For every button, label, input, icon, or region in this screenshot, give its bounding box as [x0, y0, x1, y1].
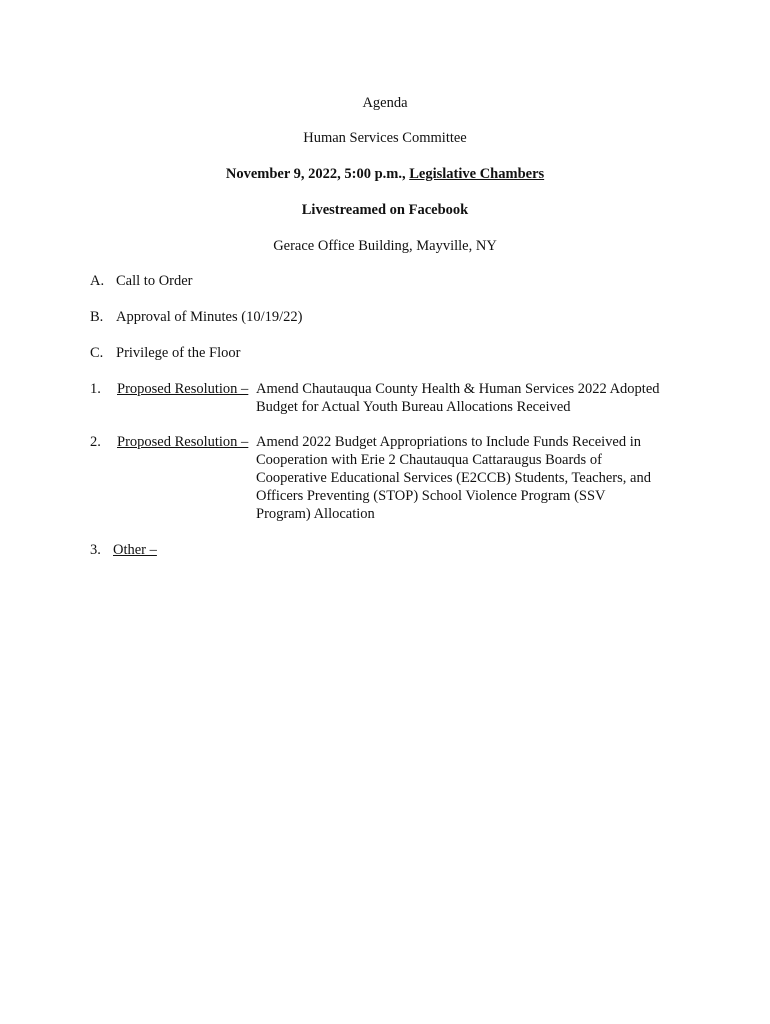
resolution-line: Cooperative Educational Services (E2CCB) Students, Teachers, and [256, 470, 651, 486]
item-marker: 1. [90, 381, 101, 397]
resolution-description [256, 433, 651, 523]
item-marker: 3. [90, 542, 101, 558]
resolution-label: Proposed Resolution – [117, 434, 249, 450]
building-address: Gerace Office Building, Mayville, NY [273, 238, 497, 254]
resolution-label: Proposed Resolution – [117, 381, 249, 397]
resolution-line: Amend 2022 Budget Appropriations to Include Funds Received in [256, 434, 642, 450]
resolution-line: Cooperation with Erie 2 Chautauqua Cattaraugus Boards of [256, 452, 602, 468]
meeting-date-time: November 9, 2022, 5:00 p.m., [225, 166, 406, 182]
resolution-line: Budget for Actual Youth Bureau Allocations Received [256, 399, 571, 415]
resolution-line: Officers Preventing (STOP) School Violence Program (SSV [256, 488, 606, 504]
meeting-date-location [0, 165, 770, 183]
legislative-chambers-link[interactable]: Legislative Chambers [409, 166, 545, 182]
item-text: Call to Order [116, 273, 193, 289]
livestream-note: Livestreamed on Facebook [301, 202, 469, 218]
item-text: Privilege of the Floor [116, 345, 241, 361]
resolution-description [256, 380, 660, 416]
item-marker: B. [90, 309, 104, 325]
item-marker: 2. [90, 434, 101, 450]
agenda-title: Agenda [362, 95, 408, 111]
resolution-line: Amend Chautauqua County Health & Human Services 2022 Adopted [256, 381, 660, 397]
resolution-line: Program) Allocation [256, 506, 375, 522]
committee-name: Human Services Committee [303, 130, 467, 146]
other-label: Other – [113, 542, 157, 558]
item-text: Approval of Minutes (10/19/22) [116, 309, 303, 325]
item-marker: A. [90, 273, 105, 289]
item-marker: C. [90, 345, 104, 361]
